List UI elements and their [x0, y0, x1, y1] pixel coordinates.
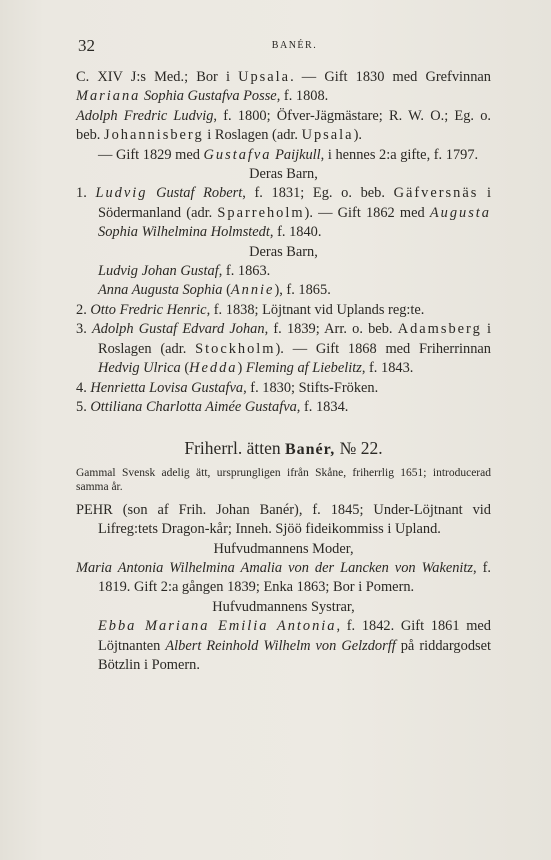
grandchildren-heading: Deras Barn,: [249, 243, 318, 260]
paragraph-continuation: C. XIV J:s Med.; Bor i Upsala. — Gift 1830 med Grefvinnan Mariana Sophia Gustafva Posse, f. 1808.: [76, 69, 491, 105]
head-of-family-entry: PEHR (son af Frih. Johan Banér), f. 1845; Under-Löjtnant vid Lifreg:tets Dragon-kår; Inneh. Sjöö fideikommiss i Upland.: [76, 501, 491, 538]
mother-heading: Hufvudmannens Moder,: [213, 540, 354, 557]
sisters-heading: Hufvudmannens Systrar,: [212, 598, 355, 615]
children-heading: Deras Barn,: [249, 166, 318, 183]
grandchild-entry-1: Ludvig Johan Gustaf, f. 1863.: [98, 263, 271, 280]
page-number: 32: [78, 36, 95, 55]
child-entry-3: 3. Adolph Gustaf Edvard Johan, f. 1839; Arr. o. beb. Adamsberg i Roslagen (adr. Stockholm). — Gift 1868 med Friherrinnan Hedvig Ulrica (Hedda) Fleming af Liebelitz, f. 1843.: [76, 321, 491, 377]
child-entry-1: 1. Ludvig Gustaf Robert, f. 1831; Eg. o. beb. Gäfversnäs i Södermanland (adr. Sparreholm). — Gift 1862 med Augusta Sophia Wilhelmina Holmstedt, f. 1840.: [76, 185, 491, 241]
page-header: [78, 36, 511, 56]
child-entry-2: 2. Otto Fredric Henric, f. 1838; Löjtnant vid Uplands reg:te.: [76, 301, 425, 318]
page-body: [76, 68, 491, 675]
section-intro: Gammal Svensk adelig ätt, ursprungligen ifrån Skåne, friherrlig 1651; introducerad samma år.: [76, 466, 491, 494]
section-title: Friherrl. ätten Banér, № 22.: [184, 438, 383, 459]
paragraph-marriage: — Gift 1829 med Gustafva Paijkull, i hennes 2:a gifte, f. 1797.: [98, 146, 479, 163]
grandchild-entry-2: Anna Augusta Sophia (Annie), f. 1865.: [98, 282, 331, 299]
child-entry-4: 4. Henrietta Lovisa Gustafva, f. 1830; Stifts-Fröken.: [76, 379, 379, 396]
paragraph-adolph-fredric: Adolph Fredric Ludvig, f. 1800; Öfver-Jägmästare; R. W. O.; Eg. o. beb. Johannisberg i Roslagen (adr. Upsala).: [76, 107, 491, 144]
child-entry-5: 5. Ottiliana Charlotta Aimée Gustafva, f. 1834.: [76, 398, 349, 415]
sister-entry: Ebba Mariana Emilia Antonia, f. 1842. Gift 1861 med Löjtnanten Albert Reinhold Wilhelm von Gelzdorff på riddargodset Bötzlin i Pomern.: [98, 618, 492, 673]
running-title: BANÉR.: [271, 40, 318, 51]
mother-entry: Maria Antonia Wilhelmina Amalia von der Lancken von Wakenitz, f. 1819. Gift 2:a gången 1839; Enka 1863; Bor i Pomern.: [76, 559, 491, 596]
